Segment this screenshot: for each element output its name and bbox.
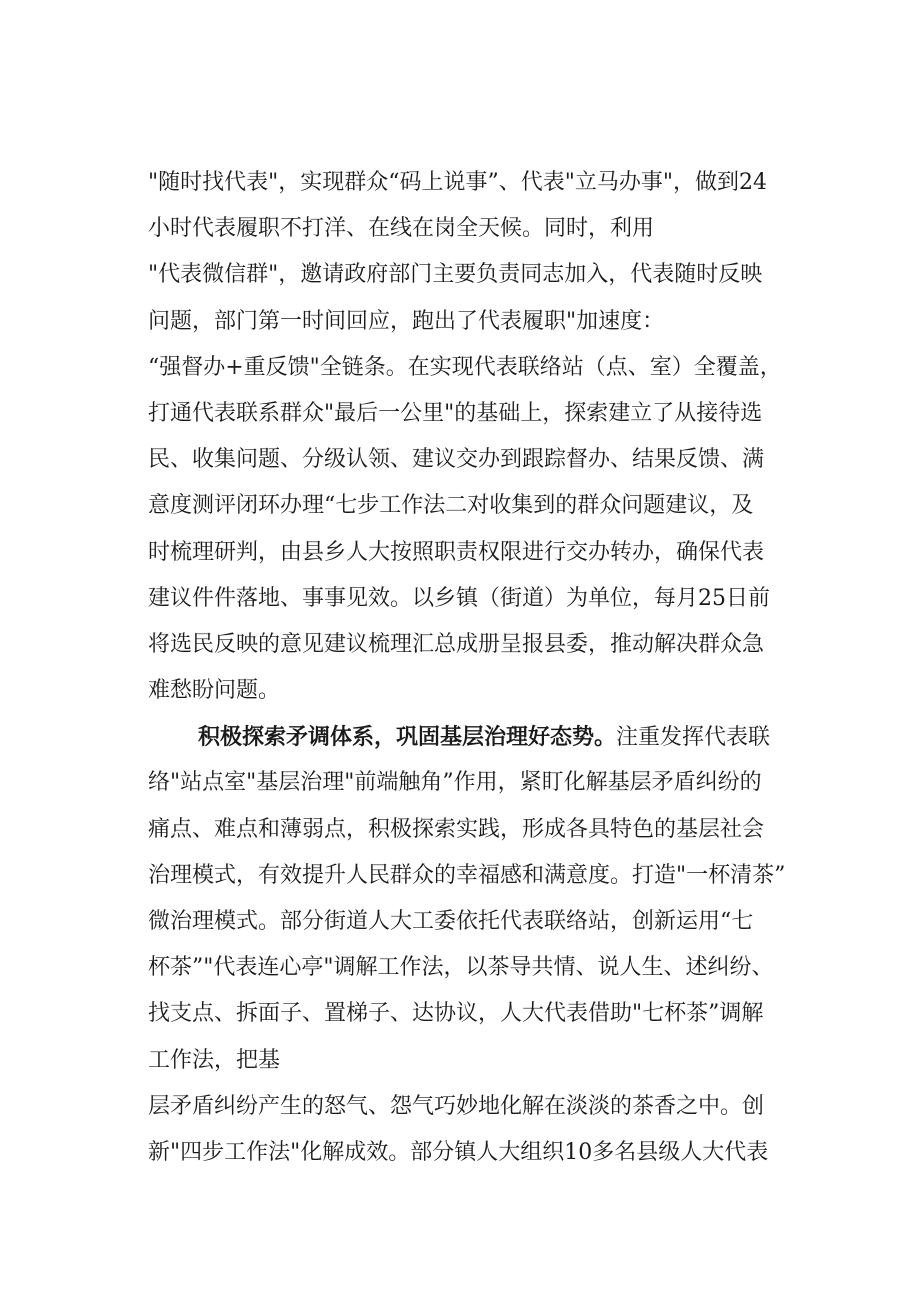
section-heading: 积极探索矛调体系，巩固基层治理好态势。 <box>198 724 617 751</box>
text-line: 难愁盼问题。 <box>148 678 281 704</box>
text-line: 时梳理研判，由县乡人大按照职责权限进行交办转办，确保代表 <box>148 539 765 565</box>
text-line: 治理模式，有效提升人民群众的幸福感和满意度。打造"一杯清茶” <box>148 862 786 888</box>
text-line: 痛点、难点和薄弱点，积极探索实践，形成各具特色的基层社会 <box>148 816 765 842</box>
document-body <box>148 160 808 1176</box>
text-line: 微治理模式。部分街道人大工委依托代表联络站，创新运用“七 <box>148 909 754 934</box>
text-line: 小时代表履职不打洋、在线在岗全天候。同时，利用 <box>148 216 655 242</box>
text-line: "随时找代表"，实现群众“码上说事”、代表"立马办事"，做到24 <box>148 170 767 195</box>
text-line: 问题，部门第一时间回应，跑出了代表履职"加速度： <box>148 308 665 334</box>
text-line: 层矛盾纠纷产生的怒气、怨气巧妙地化解在淡淡的茶香之中。创 <box>148 1093 765 1119</box>
text-line: 将选民反映的意见建议梳理汇总成册呈报县委，推动解决群众急 <box>148 631 765 657</box>
text-line: 络"站点室"基层治理"前端触角”作用，紧盯化解基层矛盾纠纷的 <box>148 770 762 796</box>
text-line: “强督办+重反馈"全链条。在实现代表联络站（点、室）全覆盖， <box>148 354 782 380</box>
text-line: 找支点、拆面子、置梯子、达协议，人大代表借助"七杯茶”调解 <box>148 1001 764 1027</box>
text-line: 新"四步工作法"化解成效。部分镇人大组织10多名县级人大代表 <box>148 1139 769 1165</box>
text-line: "代表微信群"，邀请政府部门主要负责同志加入，代表随时反映 <box>148 262 763 288</box>
text-line: 建议件件落地、事事见效。以乡镇（街道）为单位，每月25日前 <box>148 585 770 611</box>
section-heading-continuation: 注重发挥代表联 <box>616 725 771 751</box>
text-line: 杯茶”"代表连心亭"调解工作法，以茶导共情、说人生、述纠纷、 <box>148 955 774 981</box>
text-line: 打通代表联系群众"最后一公里"的基础上，探索建立了从接待选 <box>148 400 763 426</box>
section-heading-line <box>148 714 808 760</box>
text-line: 民、收集问题、分级认领、建议交办到跟踪督办、结果反馈、满 <box>148 447 765 473</box>
text-line: 意度测评闭环办理“七步工作法二对收集到的群众问题建议，及 <box>148 493 754 519</box>
text-line: 工作法，把基 <box>148 1047 281 1073</box>
